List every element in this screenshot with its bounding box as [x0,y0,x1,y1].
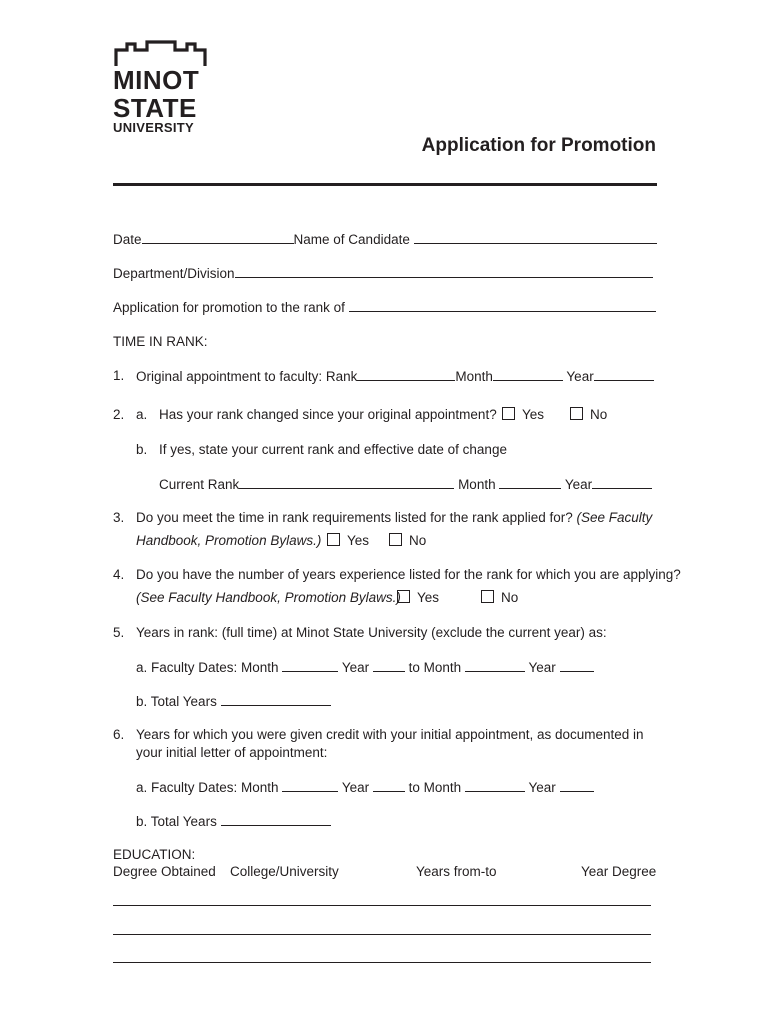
q3-yes-option [327,533,369,549]
q1-line [136,368,654,385]
q2b-year-field[interactable] [592,476,652,489]
rank-applied-label: Application for promotion to the rank of [113,300,345,315]
q3-text: Do you meet the time in rank requirements listed for the rank applied for? [136,510,573,525]
q2-number: 2. [113,407,125,422]
q3-no-option [389,533,426,549]
department-label: Department/Division [113,266,235,281]
q3-number: 3. [113,510,125,525]
q1-year-field[interactable] [594,368,654,381]
q6b-line [136,813,331,830]
logo-state: STATE [113,93,197,123]
q2a-yes-label: Yes [522,407,545,422]
q3-no-label: No [409,533,427,548]
q6a-year2-field[interactable] [560,779,594,792]
q6-text-line1: Years for which you were given credit with your initial appointment, as documented in [136,727,644,742]
education-heading: EDUCATION: [113,847,196,862]
q2a-text: Has your rank changed since your original appointment? [159,407,497,422]
q2b-letter: b. [136,442,148,457]
university-logo-icon [113,40,209,68]
q2a-no-label: No [590,407,608,422]
q6-text-line2: your initial letter of appointment: [136,745,328,760]
q5a-to-month-field[interactable] [465,659,525,672]
q6a-year-field[interactable] [373,779,405,792]
q5a-month-field[interactable] [282,659,338,672]
q1-year-label: Year [566,369,594,384]
education-row-1-line[interactable] [113,905,651,906]
q1-number: 1. [113,368,125,383]
q4-text: Do you have the number of years experience listed for the rank for which you are applying? [136,567,681,582]
q3-yes-label: Yes [347,533,370,548]
q2b-current-rank-line [159,476,652,493]
education-row-2-line[interactable] [113,934,651,935]
logo-minot: MINOT [113,65,200,95]
q5a-line [136,659,594,676]
q2b-current-rank-field[interactable] [239,476,454,489]
q4-yes-option [397,590,439,606]
time-in-rank-heading: TIME IN RANK: [113,334,208,349]
department-line [113,265,653,282]
q4-yes-checkbox[interactable] [397,590,410,603]
q5a-year2-label: Year [528,660,556,675]
date-label: Date [113,232,142,247]
education-col-college: College/University [230,864,339,879]
q2a-no-checkbox[interactable] [570,407,583,420]
q5a-year2-field[interactable] [560,659,594,672]
q5a-year-label: Year [341,660,370,675]
q6a-to-month-field[interactable] [465,779,525,792]
q3-reference-cont: Handbook, Promotion Bylaws.) [136,533,322,548]
candidate-name-field[interactable] [414,231,657,244]
rank-applied-line [113,299,656,316]
q3-yes-checkbox[interactable] [327,533,340,546]
education-col-years: Years from-to [416,864,497,879]
education-row-3-line[interactable] [113,962,651,963]
title-rule [113,183,657,186]
q4-reference: (See Faculty Handbook, Promotion Bylaws.) [136,590,401,605]
q6a-month-field[interactable] [282,779,338,792]
q3-line1 [136,510,652,526]
q5b-label: b. Total Years [136,694,217,709]
q2a-yes-option [502,407,544,423]
q4-yes-label: Yes [417,590,440,605]
q1-month-label: Month [455,369,493,384]
q4-no-checkbox[interactable] [481,590,494,603]
education-col-degree: Degree Obtained [113,864,216,879]
q5-text: Years in rank: (full time) at Minot State University (exclude the current year) as: [136,625,607,640]
candidate-name-label: Name of Candidate [293,232,410,247]
q6a-to-label: to Month [408,780,462,795]
q2b-text: If yes, state your current rank and effective date of change [159,442,507,457]
logo-university: UNIVERSITY [113,120,195,135]
q4-number: 4. [113,567,125,582]
q6a-year-label: Year [341,780,370,795]
q6b-label: b. Total Years [136,814,217,829]
date-name-line [113,231,657,248]
q6a-label: a. Faculty Dates: Month [136,780,279,795]
q6-number: 6. [113,727,125,742]
q1-rank-field[interactable] [357,368,455,381]
q5-number: 5. [113,625,125,640]
q2b-current-rank-label: Current Rank [159,477,240,492]
q5b-line [136,693,331,710]
q5a-label: a. Faculty Dates: Month [136,660,279,675]
q4-no-label: No [501,590,519,605]
q3-line2 [136,533,321,549]
q2a-no-option [570,407,607,423]
q4-no-option [481,590,518,606]
date-field[interactable] [142,231,294,244]
q6a-year2-label: Year [528,780,556,795]
q2b-month-field[interactable] [499,476,561,489]
q6b-total-field[interactable] [221,813,331,826]
q2a-letter: a. [136,407,148,422]
q5a-year-field[interactable] [373,659,405,672]
q5b-total-field[interactable] [221,693,331,706]
q3-no-checkbox[interactable] [389,533,402,546]
page-title: Application for Promotion [421,135,656,156]
q1-label: Original appointment to faculty: Rank [136,369,358,384]
rank-applied-field[interactable] [349,299,656,312]
q3-reference: (See Faculty [576,510,653,525]
q2b-year-label: Year [564,477,593,492]
q5a-to-label: to Month [408,660,462,675]
q2b-month-label: Month [458,477,496,492]
q1-month-field[interactable] [493,368,563,381]
q2a-yes-checkbox[interactable] [502,407,515,420]
department-field[interactable] [235,265,653,278]
q6a-line [136,779,594,796]
education-col-year-degree: Year Degree [581,864,657,879]
